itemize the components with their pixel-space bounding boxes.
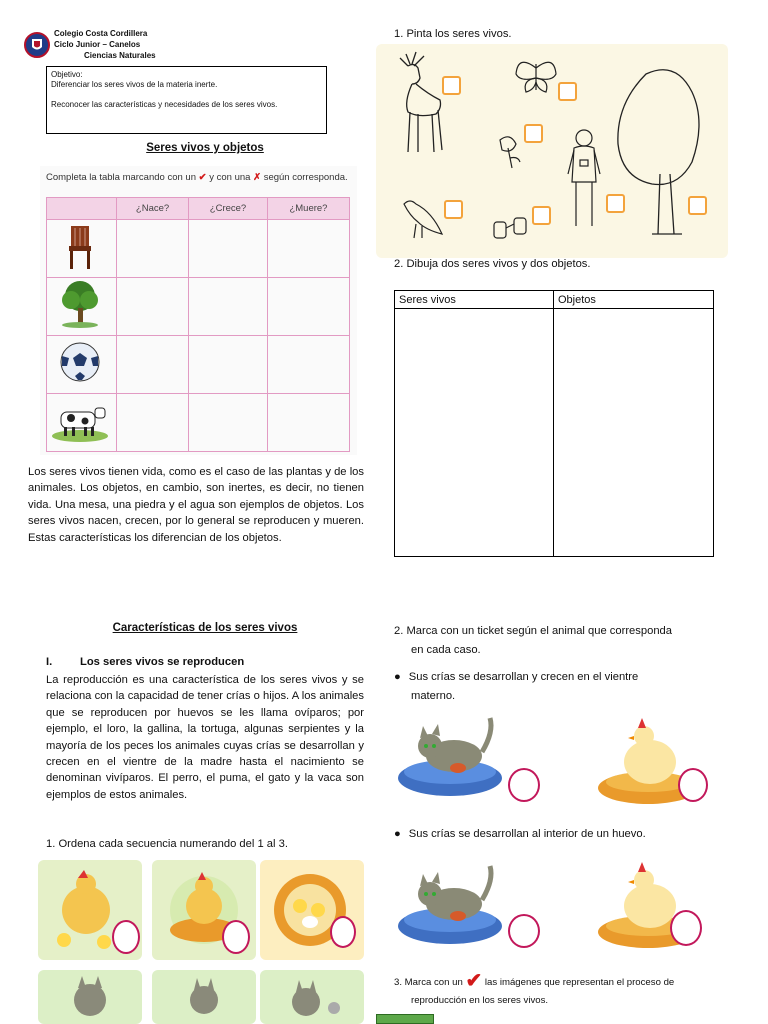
table-cell[interactable] — [189, 220, 268, 278]
reproduction-image-partial — [376, 1014, 434, 1024]
question-marca-ticket — [394, 622, 672, 660]
binoculars-drawing — [490, 214, 532, 244]
question-dibuja: 2. Dibuja dos seres vivos y dos objetos. — [394, 258, 591, 270]
order-circle-2[interactable] — [222, 920, 250, 954]
table-header-crece: ¿Crece? — [189, 198, 268, 220]
question-ordena: 1. Ordena cada secuencia numerando del 1 al 3. — [46, 838, 288, 850]
tree-image — [47, 278, 117, 336]
sequence-cat-3 — [260, 970, 364, 1024]
cycle-name: Ciclo Junior – Canelos — [54, 40, 141, 49]
bullet-viviparos-line-1: Sus crías se desarrollan y crecen en el vientre — [408, 671, 639, 683]
bullet-viviparos-line-2: materno. — [411, 690, 456, 702]
table-cell[interactable] — [117, 394, 189, 452]
living-check-table — [46, 197, 350, 452]
table-row — [47, 394, 350, 452]
school-name: Colegio Costa Cordillera — [54, 29, 148, 38]
seres-vivos-paragraph: Los seres vivos tienen vida, como es el caso de las plantas y de los animales. Los objetos, en cambio, son inertes, es decir, no tienen vida. Una mesa, una piedra y el agua son ejemplos de objetos. Los seres vivos nacen, crecen, por lo general se reproducen y mueren. Estas características los diferencian de los objetos. — [28, 466, 364, 544]
table-row — [47, 336, 350, 394]
chair-image — [47, 220, 117, 278]
draw-header-objetos: Objetos — [554, 291, 714, 309]
draw-area-objetos[interactable] — [554, 309, 714, 557]
subheading-reproducen: Los seres vivos se reproducen — [80, 656, 245, 668]
table-header-muere: ¿Muere? — [267, 198, 349, 220]
school-logo — [24, 32, 50, 58]
bullet-oviparos-text: Sus crías se desarrollan al interior de un huevo. — [408, 828, 646, 840]
table-row — [47, 220, 350, 278]
check-mark-icon: ✔ — [198, 172, 207, 183]
cat-on-cushion-image-2 — [394, 856, 512, 952]
bird-drawing — [398, 194, 448, 244]
sequence-cat-2 — [152, 970, 256, 1024]
tick-circle-hen-1[interactable] — [678, 768, 708, 802]
section-title-seres-vivos: Seres vivos y objetos — [146, 142, 264, 154]
question-marca-imagenes — [394, 972, 674, 1010]
draw-header-seres-vivos: Seres vivos — [395, 291, 554, 309]
answer-box-deer[interactable] — [442, 76, 461, 95]
reproduccion-paragraph: La reproducción es una característica de los seres vivos y se relaciona con la capacidad de tener crías o hijos. A los animales que se reproducen por huevos se les llama ovíparos; por ejemplo, el loro, la gallina, la tortuga, algunas serpientes y la mayoría de los peces los animales cuyas crías se desarrollan y crecen en el vientre de la madre hasta el nacimiento se denominan vivíparos. El perro, el puma, el gato y la vaca son ejemplos de estos animales. — [46, 674, 364, 801]
table-cell[interactable] — [267, 394, 349, 452]
bullet-icon: ● — [394, 828, 401, 840]
table-header-nace: ¿Nace? — [117, 198, 189, 220]
question-marca-imagenes-pre: 3. Marca con un — [394, 977, 463, 988]
answer-box-flower[interactable] — [524, 124, 543, 143]
objective-line-2: Reconocer las características y necesidades de los seres vivos. — [51, 100, 278, 109]
answer-box-tree[interactable] — [688, 196, 707, 215]
cow-image — [47, 394, 117, 452]
butterfly-drawing — [512, 56, 560, 96]
deer-drawing — [386, 50, 452, 160]
answer-box-bird[interactable] — [444, 200, 463, 219]
subject-name: Ciencias Naturales — [84, 51, 156, 60]
bullet-viviparos — [394, 668, 638, 706]
table-row — [47, 278, 350, 336]
question-marca-imagenes-post: las imágenes que representan el proceso de — [484, 977, 675, 988]
objective-line-1: Diferenciar los seres vivos de la materia inerte. — [51, 80, 218, 89]
objective-box — [46, 66, 327, 134]
cat-on-cushion-image-1 — [394, 712, 512, 804]
bullet-icon: ● — [394, 671, 401, 683]
table-cell[interactable] — [117, 278, 189, 336]
flower-drawing — [490, 130, 526, 170]
objective-label: Objetivo: — [51, 70, 83, 79]
answer-box-boy[interactable] — [606, 194, 625, 213]
table-header-blank — [47, 198, 117, 220]
check-mark-icon: ✔ — [465, 970, 483, 992]
table-cell[interactable] — [267, 336, 349, 394]
question-pinta: 1. Pinta los seres vivos. — [394, 28, 512, 40]
table-cell[interactable] — [117, 220, 189, 278]
tree-drawing — [616, 64, 706, 244]
table-cell[interactable] — [189, 394, 268, 452]
table-cell[interactable] — [189, 336, 268, 394]
tick-circle-cat-1[interactable] — [508, 768, 540, 802]
section-title-caracteristicas: Características de los seres vivos — [112, 622, 298, 634]
table-cell[interactable] — [117, 336, 189, 394]
draw-table — [394, 290, 714, 557]
subheading-number: I. — [46, 656, 53, 668]
coloring-image — [376, 44, 728, 258]
sequence-cat-1 — [38, 970, 142, 1024]
tick-circle-cat-2[interactable] — [508, 914, 540, 948]
question-marca-ticket-line-2: en cada caso. — [411, 644, 481, 656]
table-instruction: Completa la tabla marcando con un ✔ y con una ✗ según corresponda. — [46, 172, 348, 183]
table-worksheet-image — [40, 166, 357, 455]
bullet-oviparos — [394, 828, 646, 840]
table-cell[interactable] — [267, 220, 349, 278]
question-marca-imagenes-line-2: reproducción en los seres vivos. — [411, 995, 549, 1006]
answer-box-binoculars[interactable] — [532, 206, 551, 225]
ball-image — [47, 336, 117, 394]
cross-mark-icon: ✗ — [253, 172, 262, 183]
order-circle-3[interactable] — [330, 916, 356, 948]
draw-area-seres-vivos[interactable] — [395, 309, 554, 557]
tick-circle-hen-2[interactable] — [670, 910, 702, 946]
table-cell[interactable] — [189, 278, 268, 336]
answer-box-butterfly[interactable] — [558, 82, 577, 101]
question-marca-ticket-line-1: 2. Marca con un ticket según el animal que corresponda — [394, 625, 672, 637]
boy-drawing — [566, 126, 602, 236]
hen-on-nest-image-2 — [592, 854, 722, 952]
table-cell[interactable] — [267, 278, 349, 336]
order-circle-1[interactable] — [112, 920, 140, 954]
